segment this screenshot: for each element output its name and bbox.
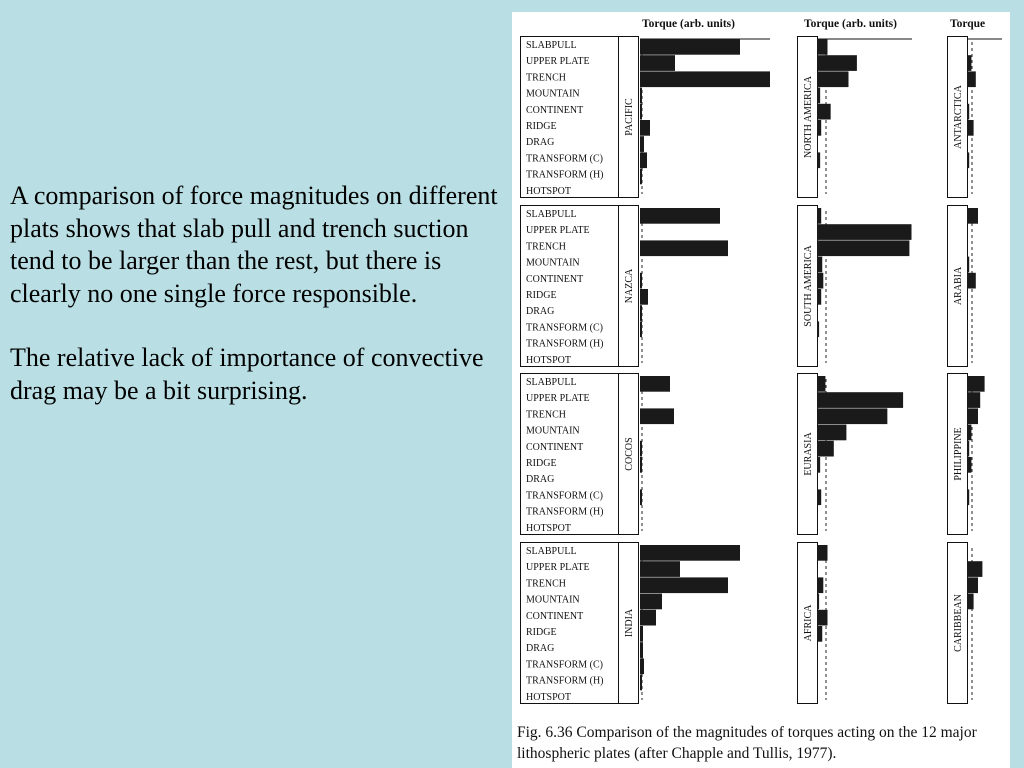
plate-panel-caribbean <box>948 543 983 704</box>
torque-bar-mountain <box>967 594 974 610</box>
torque-bar-upper-plate <box>967 55 971 71</box>
torque-bar-slabpull <box>817 208 821 224</box>
torque-bar-slabpull <box>640 208 720 224</box>
category-label-upper-plate: UPPER PLATE <box>526 56 590 68</box>
category-label-hotspot: HOTSPOT <box>526 354 572 366</box>
category-label-hotspot: HOTSPOT <box>526 522 572 534</box>
torque-bar-ridge <box>640 289 648 305</box>
torque-bar-continent <box>817 610 828 626</box>
torque-bar-upper-plate <box>967 392 980 408</box>
torque-bar-trench <box>967 408 978 424</box>
category-label-trench: TRENCH <box>526 409 566 421</box>
torque-bar-transform-c <box>967 152 969 168</box>
torque-bar-upper-plate <box>817 55 857 71</box>
category-label-ridge: RIDGE <box>526 627 557 638</box>
torque-bar-ridge <box>640 626 643 642</box>
torque-bar-ridge <box>817 289 821 305</box>
category-label-drag: DRAG <box>526 137 555 149</box>
torque-bar-mountain <box>817 425 846 441</box>
category-label-mountain: MOUNTAIN <box>526 88 580 100</box>
category-label-slabpull: SLABPULL <box>526 377 577 388</box>
torque-bar-slabpull <box>967 376 985 392</box>
category-label-continent: CONTINENT <box>526 273 584 285</box>
category-label-transform-c: TRANSFORM (C) <box>526 153 603 165</box>
torque-bar-ridge <box>817 457 820 473</box>
category-label-mountain: MOUNTAIN <box>526 594 580 606</box>
category-label-transform-h: TRANSFORM (H) <box>526 506 604 518</box>
torque-bar-continent <box>817 273 823 289</box>
torque-bar-transform-c <box>967 489 969 505</box>
torque-bar-continent <box>640 441 642 457</box>
torque-bar-ridge <box>640 457 642 473</box>
torque-bar-ridge <box>817 626 822 642</box>
torque-bar-continent <box>817 104 831 120</box>
torque-bar-mountain <box>967 425 971 441</box>
category-label-trench: TRENCH <box>526 241 566 253</box>
category-label-transform-c: TRANSFORM (C) <box>526 490 603 502</box>
torque-bar-drag <box>640 136 644 152</box>
category-label-slabpull: SLABPULL <box>526 546 577 557</box>
category-label-transform-h: TRANSFORM (H) <box>526 169 604 181</box>
torque-bar-mountain <box>817 257 822 273</box>
torque-bar-ridge <box>967 457 971 473</box>
torque-bar-slabpull <box>967 208 978 224</box>
plate-panel-india <box>521 543 741 704</box>
torque-bar-transform-h <box>640 675 642 691</box>
torque-bar-continent <box>967 273 976 289</box>
torque-bar-slabpull <box>640 545 740 561</box>
torque-bar-drag <box>640 642 643 658</box>
category-label-transform-c: TRANSFORM (C) <box>526 659 603 671</box>
slide-paragraph-drag: The relative lack of importance of convective drag may be a bit surprising. <box>10 343 484 405</box>
torque-bar-transform-c <box>817 321 819 337</box>
torque-bar-ridge <box>640 120 650 136</box>
torque-bar-transform-c <box>640 321 642 337</box>
plate-panel-north-america <box>798 37 913 198</box>
category-label-ridge: RIDGE <box>526 121 557 132</box>
plate-name-label: ARABIA <box>953 266 964 306</box>
torque-axis-header: Torque (arb. units) <box>642 18 735 30</box>
torque-bar-upper-plate <box>817 392 903 408</box>
category-label-continent: CONTINENT <box>526 610 584 622</box>
category-label-mountain: MOUNTAIN <box>526 425 580 437</box>
category-label-transform-h: TRANSFORM (H) <box>526 675 604 687</box>
torque-bar-continent <box>640 104 642 120</box>
torque-comparison-figure <box>512 12 1010 712</box>
torque-axis-header: Torque <box>950 18 986 30</box>
torque-bar-trench <box>640 71 770 87</box>
torque-bar-trench <box>817 71 849 87</box>
torque-bar-mountain <box>640 88 642 104</box>
plate-name-label: SOUTH AMERICA <box>803 245 814 327</box>
plate-name-label: INDIA <box>624 608 635 638</box>
torque-bar-trench <box>967 577 978 593</box>
category-label-hotspot: HOTSPOT <box>526 691 572 703</box>
torque-bar-mountain <box>817 594 819 610</box>
plate-panel-pacific <box>521 37 771 198</box>
plate-name-label: EURASIA <box>803 432 814 476</box>
torque-bar-transform-c <box>817 152 820 168</box>
torque-bar-trench <box>817 577 823 593</box>
torque-bar-slabpull <box>817 39 828 55</box>
category-label-drag: DRAG <box>526 306 555 318</box>
slide-paragraph-forces: A comparison of force magnitudes on different plats shows that slab pull and trench suction tend to be larger than the rest, but there is clearly no one single force responsible. <box>10 181 498 308</box>
torque-bar-slabpull <box>640 376 670 392</box>
torque-bar-transform-h <box>640 169 642 185</box>
plate-panel-cocos <box>521 374 675 535</box>
category-label-drag: DRAG <box>526 643 555 655</box>
torque-bar-continent <box>967 441 969 457</box>
torque-bar-upper-plate <box>640 55 675 71</box>
plate-name-label: PHILIPPINE <box>953 427 964 481</box>
torque-bar-slabpull <box>640 39 740 55</box>
torque-bar-continent <box>640 610 656 626</box>
torque-bar-ridge <box>817 120 821 136</box>
torque-bar-mountain <box>817 88 820 104</box>
category-label-slabpull: SLABPULL <box>526 209 577 220</box>
torque-bar-mountain <box>640 594 662 610</box>
torque-bar-continent <box>640 273 642 289</box>
plate-panel-arabia <box>948 206 979 367</box>
torque-axis-header: Torque (arb. units) <box>804 18 897 30</box>
plate-name-label: PACIFIC <box>624 98 635 136</box>
category-label-continent: CONTINENT <box>526 441 584 453</box>
torque-bar-trench <box>817 240 909 256</box>
plate-name-label: CARIBBEAN <box>953 594 964 652</box>
torque-bar-upper-plate <box>967 561 982 577</box>
torque-bar-slabpull <box>817 376 825 392</box>
torque-bar-trench <box>640 577 728 593</box>
category-label-ridge: RIDGE <box>526 290 557 301</box>
plate-name-label: ANTARCTICA <box>953 85 964 149</box>
slide-text-block <box>10 180 498 439</box>
plate-panel-eurasia <box>798 374 904 535</box>
torque-bar-mountain <box>967 257 969 273</box>
torque-bar-slabpull <box>817 545 828 561</box>
torque-bar-trench <box>967 71 976 87</box>
plate-panel-philippine <box>948 374 985 535</box>
category-label-upper-plate: UPPER PLATE <box>526 562 590 574</box>
torque-bar-transform-c <box>640 152 647 168</box>
plate-name-label: COCOS <box>624 437 635 471</box>
category-label-slabpull: SLABPULL <box>526 40 577 51</box>
torque-bar-ridge <box>967 120 974 136</box>
plate-panel-africa <box>798 543 828 704</box>
category-label-ridge: RIDGE <box>526 458 557 469</box>
plate-panel-nazca <box>521 206 729 367</box>
torque-bar-drag <box>640 305 642 321</box>
category-label-upper-plate: UPPER PLATE <box>526 225 590 237</box>
category-label-mountain: MOUNTAIN <box>526 257 580 269</box>
plate-panel-antarctica <box>948 37 1003 198</box>
category-label-transform-c: TRANSFORM (C) <box>526 322 603 334</box>
figure-panel <box>512 12 1010 768</box>
torque-bar-upper-plate <box>640 561 680 577</box>
category-label-transform-h: TRANSFORM (H) <box>526 338 604 350</box>
plate-name-label: AFRICA <box>803 604 814 642</box>
category-label-trench: TRENCH <box>526 578 566 590</box>
torque-bar-transform-c <box>817 489 821 505</box>
torque-bar-trench <box>640 240 728 256</box>
plate-name-label: NAZCA <box>624 268 635 304</box>
torque-bar-transform-c <box>640 658 644 674</box>
category-label-continent: CONTINENT <box>526 104 584 116</box>
category-label-upper-plate: UPPER PLATE <box>526 393 590 405</box>
torque-bar-trench <box>640 408 674 424</box>
category-label-drag: DRAG <box>526 474 555 486</box>
plate-panel-south-america <box>798 206 912 367</box>
torque-bar-transform-c <box>640 489 642 505</box>
torque-bar-continent <box>967 104 969 120</box>
category-label-trench: TRENCH <box>526 72 566 84</box>
figure-caption: Fig. 6.36 Comparison of the magnitudes of torques acting on the 12 major lithospheric plates (after Chapple and Tullis, 1977). <box>517 724 977 762</box>
torque-bar-upper-plate <box>817 224 912 240</box>
torque-bar-continent <box>817 441 834 457</box>
category-label-hotspot: HOTSPOT <box>526 185 572 197</box>
plate-name-label: NORTH AMERICA <box>803 76 814 158</box>
torque-bar-trench <box>817 408 887 424</box>
